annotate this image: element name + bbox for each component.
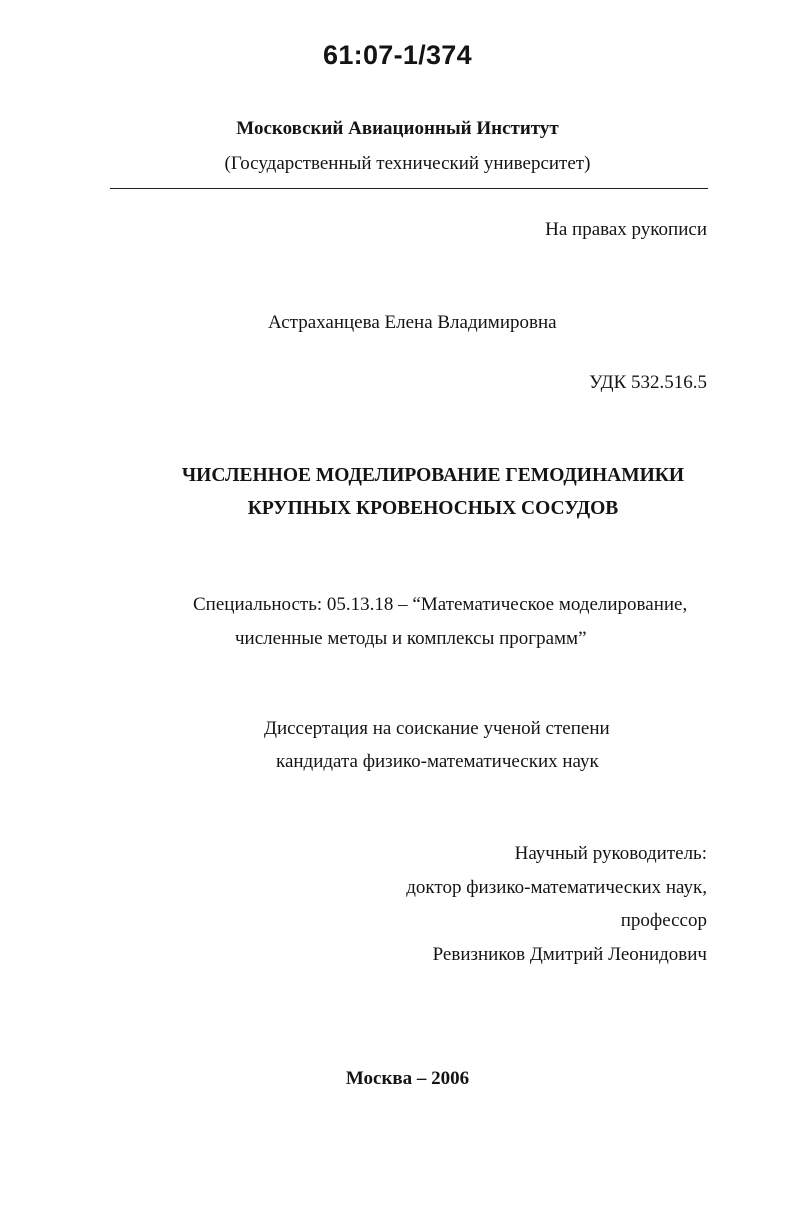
- udk-code: УДК 532.516.5: [589, 372, 707, 393]
- specialty-line-2: численные методы и комплексы программ”: [235, 628, 587, 649]
- supervisor-degree: доктор физико-математических наук,: [406, 877, 707, 898]
- thesis-title-line-1: ЧИСЛЕННОЕ МОДЕЛИРОВАНИЕ ГЕМОДИНАМИКИ: [181, 465, 685, 486]
- dissertation-line-1: Диссертация на соискание ученой степени: [264, 718, 610, 739]
- header-divider: [110, 188, 708, 189]
- author-name: Астраханцева Елена Владимировна: [268, 312, 557, 333]
- thesis-title-line-2: КРУПНЫХ КРОВЕНОСНЫХ СОСУДОВ: [247, 498, 619, 519]
- place-and-year: Москва – 2006: [345, 1068, 470, 1089]
- supervisor-label: Научный руководитель:: [514, 843, 707, 864]
- dissertation-line-2: кандидата физико-математических наук: [276, 751, 599, 772]
- supervisor-name: Ревизников Дмитрий Леонидович: [432, 944, 707, 965]
- supervisor-rank: профессор: [620, 910, 707, 931]
- specialty-line-1: Специальность: 05.13.18 – “Математическое моделирование,: [193, 594, 688, 615]
- manuscript-note: На правах рукописи: [545, 219, 707, 240]
- institute-subtitle: (Государственный технический университет): [224, 153, 591, 174]
- institute-name: Московский Авиационный Институт: [236, 118, 559, 139]
- archive-stamp-number: 61:07-1/374: [323, 40, 472, 70]
